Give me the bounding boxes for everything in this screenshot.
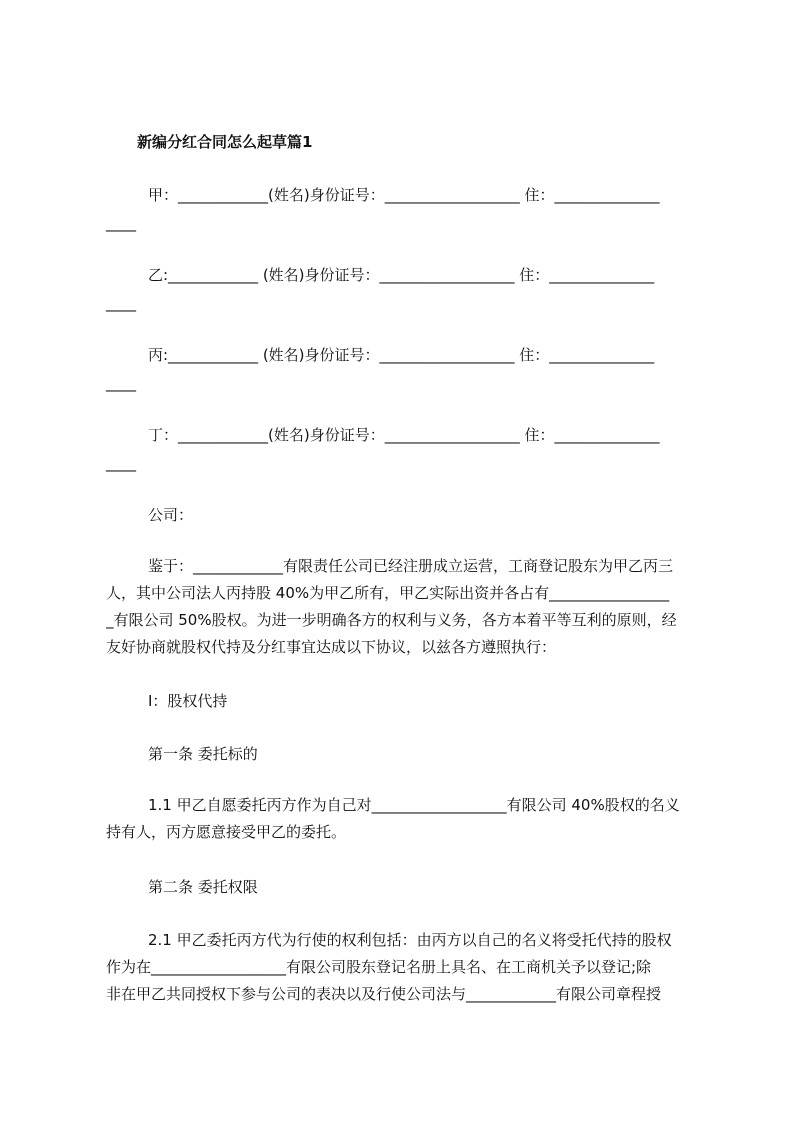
party-ding-line: 丁：____________(姓名)身份证号：__________________ 住：______________: [148, 426, 660, 444]
clause-line: 非在甲乙共同授权下参与公司的表决以及行使公司法与____________有限公司章程授: [106, 985, 662, 1003]
party-bing-continuation: ____: [106, 374, 136, 392]
article-2-heading: 第二条 委托权限: [148, 878, 258, 896]
party-jia-line: 甲：____________(姓名)身份证号：__________________ 住：______________: [148, 186, 660, 204]
party-bing-line: 丙:____________ (姓名)身份证号：__________________ 住：______________: [148, 346, 655, 364]
party-ding-continuation: ____: [106, 454, 136, 472]
clause-line: 2.1 甲乙委托丙方代为行使的权利包括：由丙方以自己的名义将受托代持的股权: [148, 931, 672, 949]
recital-line: 友好协商就股权代持及分红事宜达成以下协议，以兹各方遵照执行：: [106, 638, 557, 656]
party-yi-line: 乙:____________ (姓名)身份证号：__________________ 住：______________: [148, 266, 655, 284]
recital-line: _有限公司 50%股权。为进一步明确各方的权利与义务，各方本着平等互利的原则，经: [106, 611, 677, 629]
clause-line: 作为在__________________有限公司股东登记名册上具名、在工商机关予以登记;除: [106, 958, 652, 976]
recital-line: 鉴于：____________有限责任公司已经注册成立运营，工商登记股东为甲乙丙三: [148, 557, 674, 575]
clause-line: 1.1 甲乙自愿委托丙方作为自己对__________________有限公司 40%股权的名义: [148, 796, 680, 814]
section-heading: Ⅰ：股权代持: [148, 692, 228, 710]
clause-line: 持有人，丙方愿意接受甲乙的委托。: [106, 823, 347, 841]
recital-line: 人，其中公司法人丙持股 40%为甲乙所有，甲乙实际出资并各占有________________: [106, 584, 670, 602]
document-title: 新编分红合同怎么起草篇1: [137, 133, 313, 151]
party-jia-continuation: ____: [106, 214, 136, 232]
article-1-heading: 第一条 委托标的: [148, 745, 258, 763]
recital-paragraph: [106, 553, 706, 661]
article-2-1-paragraph: [106, 927, 706, 1008]
article-1-1-paragraph: [106, 792, 706, 846]
company-label: 公司：: [148, 506, 194, 524]
party-yi-continuation: ____: [106, 294, 136, 312]
